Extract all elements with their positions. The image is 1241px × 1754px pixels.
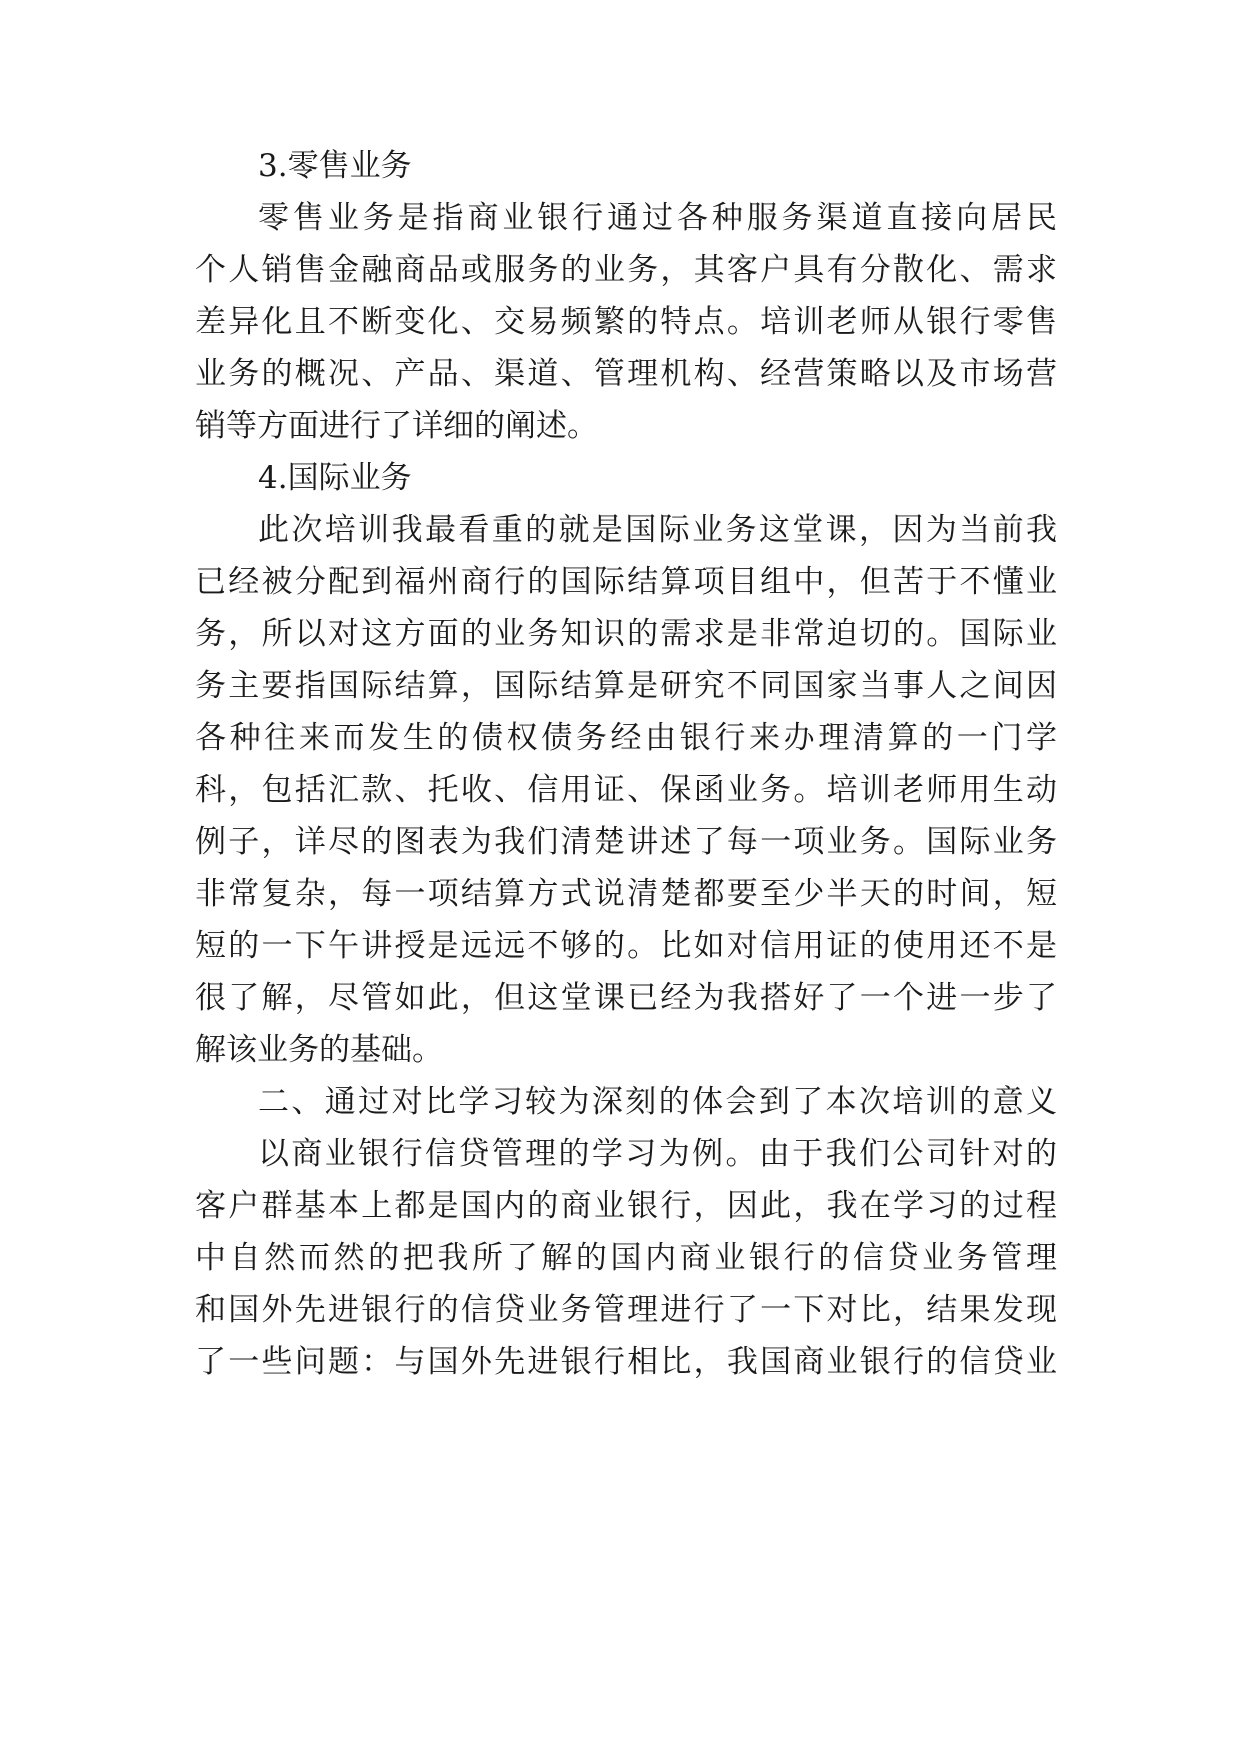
paragraph-line: 客户群基本上都是国内的商业银行，因此，我在学习的过程 <box>195 1188 1057 1224</box>
paragraph-line: 务主要指国际结算，国际结算是研究不同国家当事人之间因 <box>195 668 1057 704</box>
paragraph-line: 已经被分配到福州商行的国际结算项目组中，但苦于不懂业 <box>195 564 1057 600</box>
heading-international-business: 4.国际业务 <box>258 460 412 496</box>
paragraph-line: 此次培训我最看重的就是国际业务这堂课，因为当前我 <box>258 512 1057 548</box>
paragraph-line: 科，包括汇款、托收、信用证、保函业务。培训老师用生动 <box>195 772 1057 808</box>
paragraph-line: 和国外先进银行的信贷业务管理进行了一下对比，结果发现 <box>195 1292 1057 1328</box>
paragraph-line: 差异化且不断变化、交易频繁的特点。培训老师从银行零售 <box>195 304 1057 340</box>
paragraph-line: 很了解，尽管如此，但这堂课已经为我搭好了一个进一步了 <box>195 980 1057 1016</box>
paragraph-line: 个人销售金融商品或服务的业务，其客户具有分散化、需求 <box>195 252 1057 288</box>
paragraph-line: 业务的概况、产品、渠道、管理机构、经营策略以及市场营 <box>195 356 1057 392</box>
paragraph-line: 销等方面进行了详细的阐述。 <box>195 408 598 444</box>
paragraph-line: 以商业银行信贷管理的学习为例。由于我们公司针对的 <box>258 1136 1057 1172</box>
heading-retail-business: 3.零售业务 <box>258 148 412 184</box>
paragraph-line: 非常复杂，每一项结算方式说清楚都要至少半天的时间，短 <box>195 876 1057 912</box>
paragraph-line: 解该业务的基础。 <box>195 1032 443 1068</box>
paragraph-line: 例子，详尽的图表为我们清楚讲述了每一项业务。国际业务 <box>195 824 1057 860</box>
paragraph-line: 各种往来而发生的债权债务经由银行来办理清算的一门学 <box>195 720 1057 756</box>
paragraph-line: 短的一下午讲授是远远不够的。比如对信用证的使用还不是 <box>195 928 1057 964</box>
paragraph-line: 务，所以对这方面的业务知识的需求是非常迫切的。国际业 <box>195 616 1057 652</box>
paragraph-line: 了一些问题：与国外先进银行相比，我国商业银行的信贷业 <box>195 1344 1057 1380</box>
paragraph-line: 零售业务是指商业银行通过各种服务渠道直接向居民 <box>258 200 1057 236</box>
heading-section-two: 二、通过对比学习较为深刻的体会到了本次培训的意义 <box>258 1084 1057 1120</box>
paragraph-line: 中自然而然的把我所了解的国内商业银行的信贷业务管理 <box>195 1240 1057 1276</box>
